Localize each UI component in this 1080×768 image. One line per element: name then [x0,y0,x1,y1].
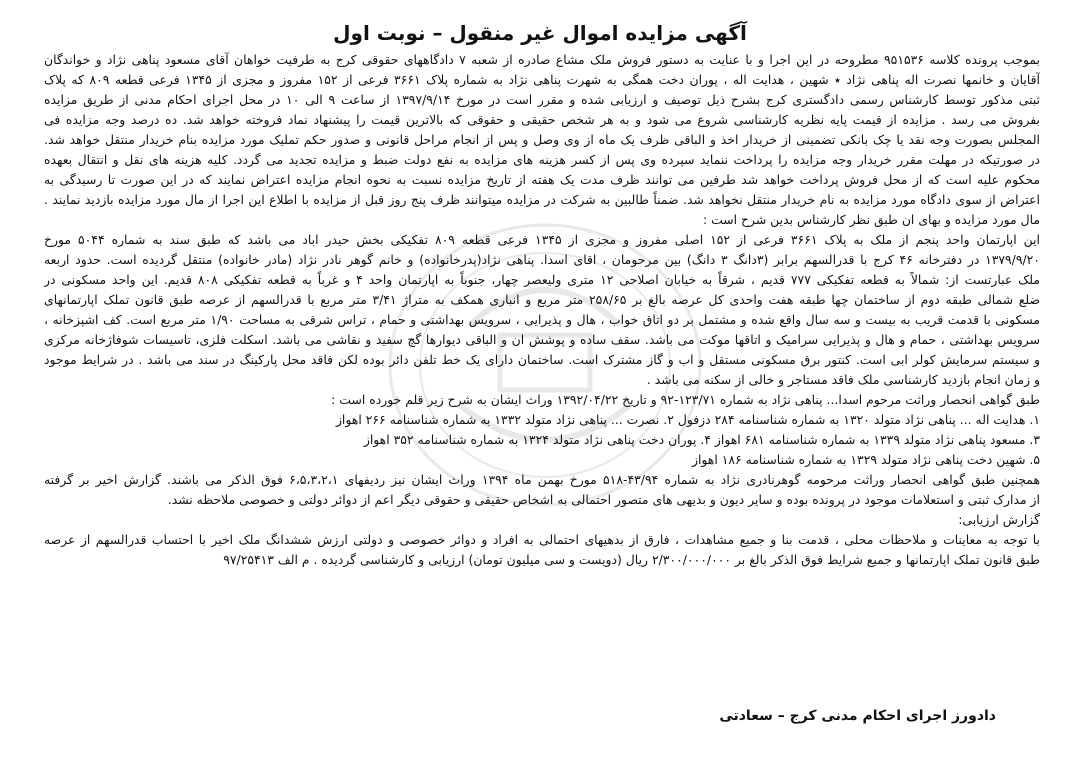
text-line: با توجه به معاینات و ملاحظات محلی ، قدمت بنا و جمیع مشاهدات ، فارق از بدهیهای احتمالی به افراد و دوائر خصوصی و دولتی ارزش ششدانگ ملک اخیر با احتساب قدرالسهم از عرصه [44,532,1040,547]
text-line: و سیستم سرمایش کولر ابی است. کنتور برق مسکونی مستقل و اب و گاز مشترک است. ساختمان دارای یک خط تلفن دائر بوده لکن فاقد محل پارکینگ در سند می باشد . در شرایط موجود [44,352,1040,367]
heir-line: ۱. هدایت اله ... پناهی نژاد متولد ۱۳۲۰ به شماره شناسنامه ۲۸۴ دزفول ۲. نصرت ... پناهی نژاد متولد ۱۳۳۲ به شماره شناسنامه ۲۶۶ اهواز [335,412,1040,427]
text-line: ثبتی مذکور توسط کارشناس رسمی دادگستری کرج بشرح ذیل توصیف و ارزیابی شده و مقرر است در مورخ ۱۳۹۷/۹/۱۴ از ساعت ۹ الی ۱۰ در محل اجرای احکام مدنی از طریق مزایده [44,92,1040,107]
text-line: مسکونی با قدمت قریب به بیست و سه سال واقع شده و مشتمل بر دو اتاق خواب ، هال و پذیرایی ، سرویس بهداشتی و حمام ، تراس شرقی به مساحت ۱/۹۰ متر مربع است. کف اشپزخانه ، [44,312,1040,327]
text-line: المجلس بصورت وجه نقد یا چک بانکی تضمینی از خریدار اخذ و الباقی ظرف یک ماه از وی وصل و پس از انجام مراحل قانونی و صدور حکم تملیک مورد مزایده بنام خریدار منتقل خواهد شد. [44,132,1040,147]
heir-line: ۵. شهین دخت پناهی نژاد متولد ۱۳۲۹ به شماره شناسنامه ۱۸۶ اهواز [691,452,1040,467]
text-line: آقایان و خانمها نصرت اله پناهی نژاد ٭ شهین ، هدایت اله ، پوران دخت همگی به شهرت پناهی نژاد به شماره پلاک ۳۶۶۱ فرعی از ۱۵۲ مفروز و مجزی از ۱۳۴۵ فرعی قطعه ۸۰۹ که پلاک [44,72,1040,87]
notice-title: آگهی مزایده اموال غیر منقول – نوبت اول [333,21,747,45]
text-line: طبق قانون تملک اپارتمانها و جمیع شرایط فوق الذکر بالغ بر ۲/۳۰۰/۰۰۰/۰۰۰ ریال (دویست و سی میلیون تومان) ارزیابی و کارشناسی گردیده . م الف ۹۷/۲۵۴۱۳ [223,552,1040,567]
text-line: ملک عبارتست از: شمالاً به قطعه تفکیکی ۷۷۷ قدیم ، شرقاً به خیابان اصلاحی ۱۲ متری ولیعصر چهار، جنوباً به اپارتمان واحد ۴ و غرباً به قطعه تفکیکی ۸۰۸ قدیم. این واحد مسکونی در [44,272,1040,287]
text-line: همچنین طبق گواهی انحصار وراثت مرحومه گوهرنادری نژاد به شماره ۴۳/۹۴-۵۱۸ مورخ بهمن ماه ۱۳۹۴ وراث ایشان نیز ردیفهای ۶،۵،۳،۲،۱ فوق الذکر می باشند. گزارش اخیر بر گرفته [44,472,1040,487]
text-line: و زمان انجام بازدید کارشناسی ملک فاقد مستاجر و خالی از سکنه می باشد . [646,372,1040,387]
heir-line: ۳. مسعود پناهی نژاد متولد ۱۳۳۹ به شماره شناسنامه ۶۸۱ اهواز ۴. پوران دخت پناهی نژاد متولد ۱۳۲۴ به شماره شناسنامه ۳۵۲ اهواز [363,432,1040,447]
text-line: طبق گواهی انحصار وراثت مرحوم اسدا... پناهی نژاد به شماره ۱۲۳/۷۱-۹۲ و تاریخ ۱۳۹۲/۰۴/۲۲ وراث ایشان به شرح زیر قلم خورده است : [331,392,1040,407]
text-line: ضلع شمالی طبقه دوم از ساختمان چها طبقه هفت واحدی کل عرصه بالغ بر ۲۵۸/۶۵ متر مربع و انباری همکف به متراژ ۳/۴۱ متر مربع با قدرالسهم از عرصه طبق قانون تملک اپارتمانهای [44,292,1040,307]
text-line: محکوم علیه است که از محل فروش پرداخت خواهد شد طرفین می توانند ظرف مدت یک هفته از تاریخ مزایده نسبت به نحوه انجام مزایده اعتراض نمایند که در این صورت تا رسیدگی به [44,172,1040,187]
text-line: ۱۳۷۹/۹/۲۰ در دفترخانه ۴۶ کرج با قدرالسهم برابر (۳دانگ ۳ دانگ) بین مرحومان ، اقای اسدا. پناهی نژاد(پدرخانواده) و خانم گوهر نادر نژاد (مادر خانواده) منتقل گردیده است. حدود اربعه [44,252,1040,267]
text-line: از مدارک ثبتی و استعلامات موجود در پرونده بوده و سایر دیون و بدیهی های متصور احتمالی به اشخاص حقیقی و حقوقی دیگر اعم از دوائر دولتی و خصوصی ملاحظه نشد. [167,492,1040,507]
appraisal-heading: گزارش ارزیابی: [958,512,1040,527]
text-line: سرویس بهداشتی ، حمام و هال و پذیرایی سرامیک و اتاقها موکت می باشد. سقف ساده و پوشش ان و الباقی دیوارها گچ سفید و نقاشی می باشد. اسکلت فلزی، تاسیسات شوفاژخانه مرکزی [44,332,1040,347]
text-line: مال مورد مزایده و بهای ان طبق نظر کارشناس بدین شرح است : [702,212,1040,227]
text-line: در صورتیکه در مهلت مقرر خریدار وجه مزایده را پرداخت ننماید سپرده وی پس از کسر هزینه های مزایده به نفع دولت ضبط و مزایده تجدید می گردد. کلیه هزینه های نقل و انتقال بعهده [44,152,1040,167]
signature-line: دادورز اجرای احکام مدنی کرج – سعادتی [719,708,996,724]
text-line: بفروش می رسد . مزایده از قیمت پایه نظریه کارشناسی شروع می شود و به هر شخص حقیقی و حقوقی که بالاترین قیمت را پیشنهاد نماد فروخته خواهد شد. ده درصد وجه مزایده فی [44,112,1040,127]
text-line: بموجب پرونده کلاسه ۹۵۱۵۳۶ مطروحه در این اجرا و با عنایت به دستور فروش ملک مشاع صادره از شعبه ۷ دادگاههای حقوقی کرج به طرفیت خواهان آقای مسعود پناهی نژاد و خواندگان [44,52,1040,67]
text-line: اعتراض از سوی دادگاه مورد مزایده به نام خریدار منتقل نخواهد شد. ضمناً طالبین به شرکت در مزایده میتوانند ظرف پنج روز قبل از مزایده با اطلاع این اجرا از مال مورد مزایده بازدید نمایند . [44,192,1040,207]
text-line: این اپارتمان واحد پنجم از ملک به پلاک ۳۶۶۱ فرعی از ۱۵۲ اصلی مفروز و مجزی از ۱۳۴۵ فرعی قطعه ۸۰۹ تفکیکی بخش حیدر اباد می باشد که طبق سند به شماره ۵۰۴۴ مورخ [44,232,1040,247]
